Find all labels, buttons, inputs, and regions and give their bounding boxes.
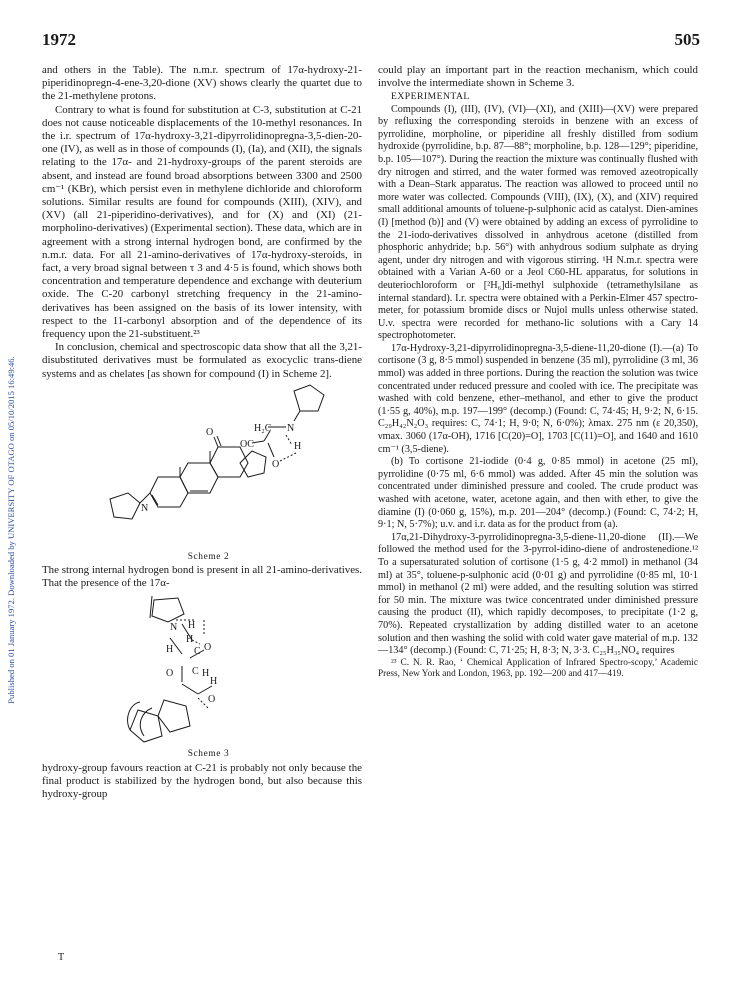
paragraph-experimental-general: Compounds (I), (III), (IV), (VI)—(XI), and (XIII)—(XV) were prepared by refluxing the corresponding steroids in benzene with an excess of pyrrolidine, morpholine, or piperidine all freshly distilled from sodium hydroxide (pyrrolidine, b.p. 87—88°; morpholine, b.p. 128—129°; piperidine, b.p. 105—107°). During the reaction the mixture was continually flushed with dry nitrogen and stirred, and the water formed was removed azeotropically with a Dean–Stark apparatus. The reaction was allowed to proceed until no more water was collected. Compounds (VIII), (IX), (X), and (XIV) required small additional amounts of toluene-p-sulphonic acid as catalyst. Dien-amines (I) [method (b)] and (V) were obtained by adding an excess of pyrrolidine to the 21-iodo-derivatives dissolved in anhydrous acetone (distilled from phosphoric anhydride; b.p. 56°) with anhydrous sodium sulphate as drying agent, under dry nitrogen and with vigorous stirring. ¹H N.m.r. spectra were obtained with a Varian A-60 or a Jeol C60-HL apparatus, for solutions in deuteriochloroform or [²H₆]di-methyl sulphoxide (tetramethylsilane as internal standard). I.r. spectra were obtained with a Perkin-Elmer 457 spectro-meter, for potassium bromide discs or Nujol mulls unless otherwise stated. U.v. spectra were recorded for methano-lic solutions with a Cary 14 spectrophotometer.: [378, 103, 698, 342]
ring-d: [158, 700, 190, 732]
label-h-right: H: [210, 676, 218, 688]
label-n-pyrrolidine: N: [141, 502, 149, 514]
page-number: 505: [674, 30, 700, 49]
page-year: 1972: [42, 30, 76, 49]
label-n: N: [170, 622, 178, 634]
scheme-2-caption: Scheme 2: [187, 551, 230, 562]
ring-a: [150, 477, 188, 507]
footnote-23: ²³ C. N. R. Rao, ‘ Chemical Application of Infrared Spectro-scopy,’ Academic Press, New York and London, 1963, pp. 192—200 and 417—419.: [378, 657, 698, 680]
right-column: [378, 64, 698, 681]
ring-c: [130, 710, 162, 742]
paragraph-compound-i-method-b: (b) To cortisone 21-iodide (0·4 g, 0·85 mmol) in acetone (25 ml), pyrrolidine (0·75 ml, 6·6 mmol) was added. After 45 min the solution was concentrated under diminished pressure and cooled. The crude product was washed with acetone, water, acetone again, and then with ether, to give the diamine (I) (0·060 g, 15%), m.p. 201—204° (decomp.) (Found: C, 74·2; H, 9·1; N, 5·7%); u.v. and i.r. data as for the product from (a).: [378, 456, 698, 531]
paragraph-hydrogen-bond: The strong internal hydrogen bond is present in all 21-amino-derivatives. That the presence of the 17α-: [42, 564, 362, 590]
label-o-hydroxyl: O: [272, 458, 280, 470]
label-h2c: H₂C: [254, 422, 272, 434]
paragraph-compound-i-method-a: 17α-Hydroxy-3,21-dipyrrolidinopregna-3,5-diene-11,20-dione (I).—(a) To cortisone (3 g, 8·5 mmol) suspended in benzene (35 ml), pyrrolidine (3 ml, 36 mmol) was added in three portions. During the reaction the solution was twice concentrated under reduced pressure and cooled with ice. The precipitate was washed with cold benzene, ether–methanol, and ether to give the product (1·55 g, 40%), m.p. 197—199° (decomp.) (Found: C, 74·45; H, 9·2; N, 6·15. C₂₉H₄₂N₂O₃ requires: C, 74·1; H, 9·0; N, 6·0%); λmax. 275 nm (ε 20,350), νmax. 3060 (17α-OH), 1716 [C(20)=O], 1703 [C(11)=O], and 1640 and 1610 cm⁻¹ (3,5-diene).: [378, 342, 698, 455]
label-c-low: C: [192, 666, 199, 678]
left-column: [42, 64, 362, 801]
label-c-up: C: [194, 646, 201, 658]
section-heading-experimental: EXPERIMENTAL: [391, 91, 470, 103]
pyrrolidine-ring-bottom: [110, 493, 140, 519]
label-o-ketone: O: [206, 426, 214, 438]
label-n-top: N: [287, 422, 295, 434]
paragraph-conclusion: In conclusion, chemical and spectroscopic data show that all the 3,21-disubstituted derivatives must be formulated as exocyclic trans-diene systems and as chelates [as shown for compound (I) in Scheme 2].: [42, 341, 362, 380]
label-h-top: H: [188, 620, 196, 632]
download-watermark: [0, 180, 22, 880]
label-o-low: O: [208, 694, 216, 706]
signature-mark: T: [58, 952, 65, 963]
pyrrolidine-ring-top: [294, 385, 324, 411]
pyrrolidine-ring: [152, 598, 184, 622]
paragraph-ir-spectrum: Contrary to what is found for substitution at C-3, substitution at C-21 does not cause noticeable displacements of the 10-methyl resonances. In the i.r. spectrum of 17α-hydroxy-3,21-dipyrrolidinopregna-3,5-dien-20-one (IV), as well as in those of compounds (I), (Ia), and (XII), the signals relating to the 17α- and 21-hydroxy-groups of the parent steroids are absent, and instead are found broad absorptions between 3300 and 2500 cm⁻¹ (KBr), which persist even in methylene dichloride and chloroform solutions. Similar results are found for compounds (XIII), (XIV), and (XV) (all 21-piperidino-derivatives), and for (X) and (XI) (21-morpholino-derivatives) (Experimental section). These data, which are in agreement with a strong internal hydrogen bond, are confirmed by the n.m.r. data. For all 21-amino-derivatives of 17α-hydroxy-steroids, in fact, a very broad signal between τ 3 and 4·5 is found, which shows both concentration and temperature dependence and exchange with deuterium oxide. The C-20 carbonyl stretching frequency in the 21-amino-derivatives has been assigned on the basis of its lower intensity, with respect to the 11-carbonyl absorption and of the dependence of its frequency upon the 21-substituent.²³: [42, 103, 362, 341]
scheme-3-diagram: [42, 590, 362, 748]
paragraph-compound-ii: 17α,21-Dihydroxy-3-pyrrolidinopregna-3,5-diene-11,20-dione (II).—We followed the method used for the 3-pyrrol-idino-diene of androstenedione.¹² To a supersaturated solution of cortisone (1·5 g, 4·2 mmol) in methanol (34 ml) at 35°, toluene-p-sulphonic acid (0·01 g) and pyrrolidine (0·85 ml, 10·1 mmol) in methanol (2 ml) were added, and the resulting solution was stirred for 50 min. The mixture was twice concentrated under diminished pressure causing the product (II), which rapidly decomposes, to precipitate (1·2 g, 70%). Repeated crystallization by adding distilled water to an acetone solution and then washing the solid with cold water gave material of m.p. 132—134° (decomp.) (Found: C, 71·25; H, 8·3; N, 3·3. C₂₅H₃₅NO₄ requires: [378, 531, 698, 657]
label-h-low: H: [202, 668, 210, 680]
scheme-2-structure: [42, 381, 362, 551]
label-o-left: O: [166, 668, 174, 680]
paragraph-mechanism: could play an important part in the reaction mechanism, which could involve the intermediate shown in Scheme 3.: [378, 64, 698, 90]
scheme-3-structure: [42, 590, 362, 748]
paragraph-nmr-spectrum: and others in the Table). The n.m.r. spectrum of 17α-hydroxy-21-piperidinopregn-4-ene-3,20-dione (XV) shows clearly the quartet due to the 21-methylene protons.: [42, 64, 362, 103]
download-watermark-text: Published on 01 January 1972. Downloaded by UNIVERSITY OF OTAGO on 05/10/2015 16:49:46.: [6, 356, 16, 704]
label-o-up: O: [204, 642, 212, 654]
label-h: H: [294, 440, 302, 452]
scheme-3-caption: Scheme 3: [187, 749, 230, 760]
label-h-n: H: [186, 634, 194, 646]
page-header: [42, 30, 700, 52]
scheme-2-diagram: [42, 381, 362, 551]
label-oc: OC: [240, 438, 254, 450]
paragraph-hydroxy-group: hydroxy-group favours reaction at C-21 is probably not only because the final product is stabilized by the hydrogen bond, but also because this hydroxy-group: [42, 761, 362, 801]
label-h-c: H: [166, 644, 174, 656]
